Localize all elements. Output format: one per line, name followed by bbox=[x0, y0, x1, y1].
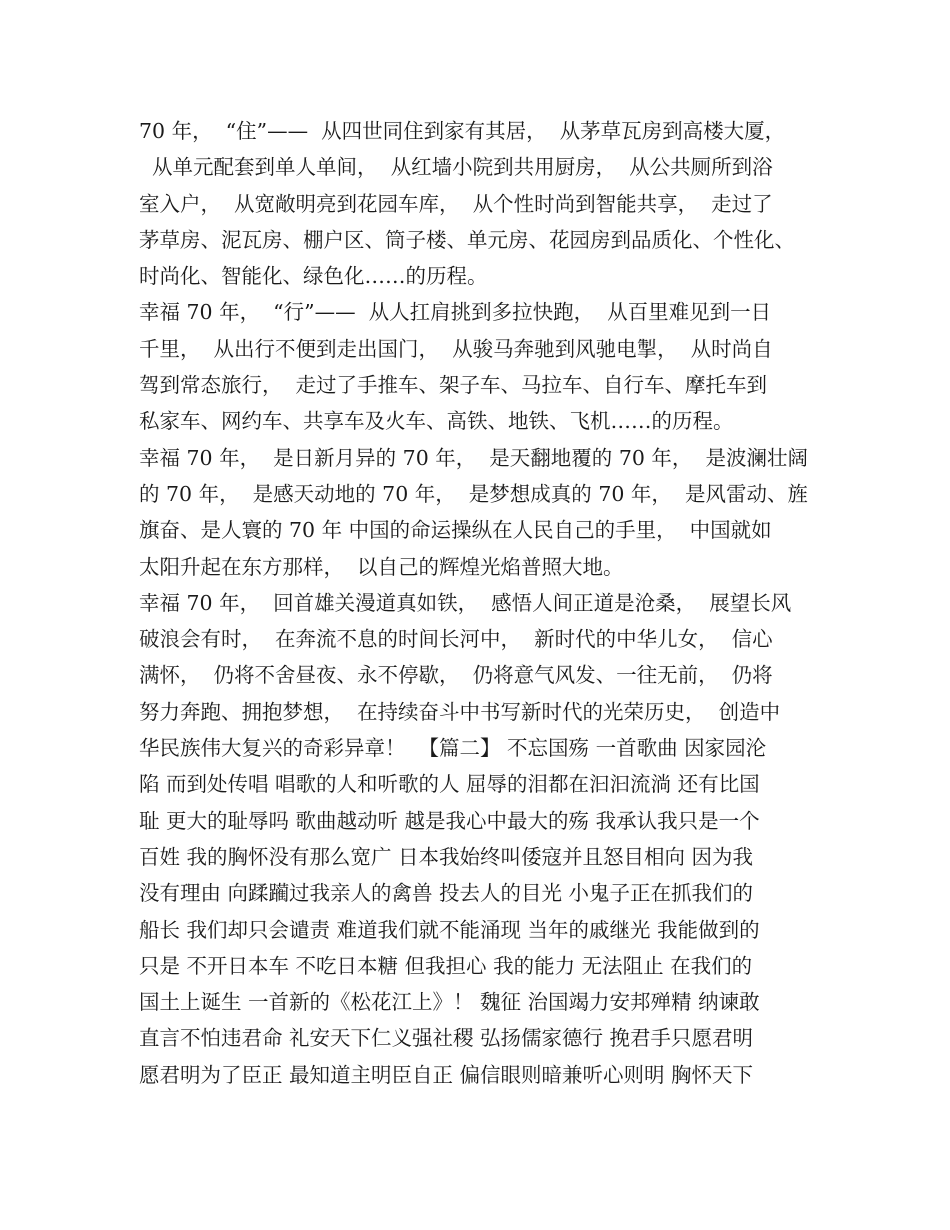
text-line: 国土上诞生 一首新的《松花江上》！ 魏征 治国竭力安邦殚精 纳谏敢 bbox=[139, 990, 760, 1015]
text-line: 满怀， 仍将不舍昼夜、永不停歇， 仍将意气风发、一往无前， 仍将 bbox=[139, 663, 773, 688]
text-line: 私家车、网约车、共享车及火车、高铁、地铁、飞机……的历程。 bbox=[139, 409, 734, 434]
text-line: 室入户， 从宽敞明亮到花园车库， 从个性时尚到智能共享， 走过了 bbox=[139, 191, 773, 216]
text-line: 千里， 从出行不便到走出国门， 从骏马奔驰到风驰电掣， 从时尚自 bbox=[139, 336, 773, 361]
text-line: 驾到常态旅行， 走过了手推车、架子车、马拉车、自行车、摩托车到 bbox=[139, 373, 768, 398]
text-line: 陷 而到处传唱 唱歌的人和听歌的人 屈辱的泪都在汩汩流淌 还有比国 bbox=[139, 772, 760, 797]
text-line: 幸福 70 年， “行”—— 从人扛肩挑到多拉快跑， 从百里难见到一日 bbox=[139, 300, 772, 325]
text-line: 愿君明为了臣正 最知道主明臣自正 偏信眼则暗兼听心则明 胸怀天下 bbox=[139, 1062, 754, 1087]
text-line: 没有理由 向蹂躏过我亲人的禽兽 投去人的目光 小鬼子正在抓我们的 bbox=[139, 881, 754, 906]
text-line: 耻 更大的耻辱吗 歌曲越动听 越是我心中最大的殇 我承认我只是一个 bbox=[139, 808, 760, 833]
text-line: 直言不怕违君命 礼安天下仁义强社稷 弘扬儒家德行 挽君手只愿君明 bbox=[139, 1026, 754, 1051]
text-line: 茅草房、泥瓦房、棚户区、筒子楼、单元房、花园房到品质化、个性化、 bbox=[139, 227, 795, 252]
text-line: 破浪会有时， 在奔流不息的时间长河中， 新时代的中华儿女， 信心 bbox=[139, 627, 773, 652]
text-line: 努力奔跑、拥抱梦想， 在持续奋斗中书写新时代的光荣历史， 创造中 bbox=[139, 699, 781, 724]
text-line: 从单元配套到单人单间， 从红墙小院到共用厨房， 从公共厕所到浴 bbox=[139, 155, 773, 180]
text-line: 华民族伟大复兴的奇彩异章！ 【篇二】 不忘国殇 一首歌曲 因家园沦 bbox=[139, 736, 767, 761]
text-line: 70 年， “住”—— 从四世同住到家有其居， 从茅草瓦房到高楼大厦， bbox=[139, 119, 786, 143]
document-body bbox=[139, 113, 839, 1093]
text-line: 幸福 70 年， 回首雄关漫道真如铁， 感悟人间正道是沧桑， 展望长风 bbox=[139, 590, 792, 615]
text-line: 只是 不开日本车 不吃日本糖 但我担心 我的能力 无法阻止 在我们的 bbox=[139, 953, 753, 978]
text-line: 旗奋、是人寰的 70 年 中国的命运操纵在人民自己的手里， 中国就如 bbox=[139, 518, 772, 543]
text-line: 时尚化、智能化、绿色化……的历程。 bbox=[139, 264, 488, 289]
text-line: 幸福 70 年， 是日新月异的 70 年， 是天翻地覆的 70 年， 是波澜壮阔 bbox=[139, 445, 808, 470]
text-line: 百姓 我的胸怀没有那么宽广 日本我始终叫倭寇并且怒目相向 因为我 bbox=[139, 844, 754, 869]
text-line: 的 70 年， 是感天动地的 70 年， 是梦想成真的 70 年， 是风雷动、旌 bbox=[139, 481, 808, 506]
text-line: 太阳升起在东方那样， 以自己的辉煌光焰普照大地。 bbox=[139, 554, 624, 579]
text-line: 船长 我们却只会谴责 难道我们就不能涌现 当年的戚继光 我能做到的 bbox=[139, 917, 760, 942]
